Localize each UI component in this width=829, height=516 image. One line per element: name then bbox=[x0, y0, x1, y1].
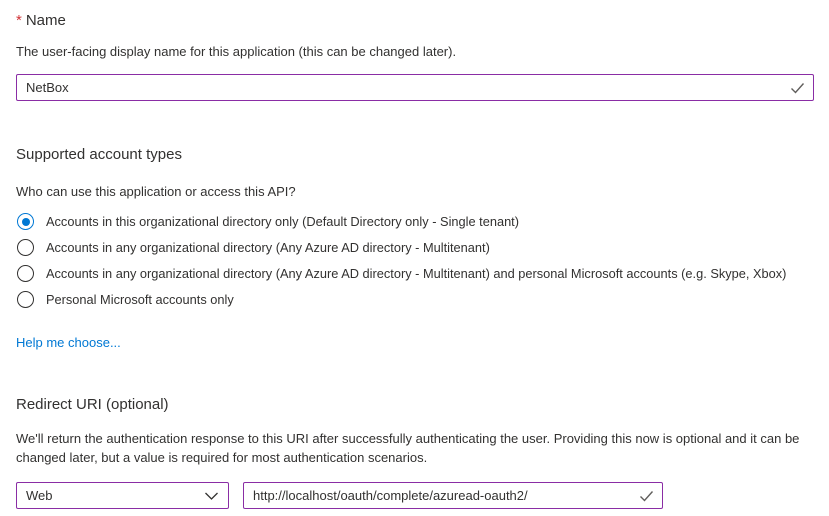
account-types-radio-group bbox=[16, 213, 814, 308]
name-input-container bbox=[16, 74, 814, 101]
radio-selected-icon[interactable] bbox=[17, 213, 34, 230]
radio-option-label: Accounts in this organizational directory only (Default Directory only - Single tenant) bbox=[46, 214, 519, 229]
valid-checkmark-icon bbox=[639, 490, 654, 502]
chevron-down-icon bbox=[204, 491, 219, 500]
radio-unselected-icon[interactable] bbox=[17, 265, 34, 282]
radio-option-label: Accounts in any organizational directory (Any Azure AD directory - Multitenant) bbox=[46, 240, 490, 255]
platform-dropdown-value: Web bbox=[26, 488, 53, 503]
valid-checkmark-icon bbox=[790, 82, 805, 94]
radio-option-multitenant[interactable] bbox=[16, 239, 814, 256]
radio-option-single-tenant[interactable] bbox=[16, 213, 814, 230]
radio-option-label: Accounts in any organizational directory (Any Azure AD directory - Multitenant) and personal Microsoft accounts (e.g. Skype, Xbox) bbox=[46, 266, 787, 281]
redirect-uri-title: Redirect URI (optional) bbox=[16, 396, 169, 413]
radio-unselected-icon[interactable] bbox=[17, 291, 34, 308]
account-types-title: Supported account types bbox=[16, 146, 182, 163]
redirect-uri-input[interactable] bbox=[244, 483, 662, 508]
redirect-uri-input-container bbox=[243, 482, 663, 509]
platform-dropdown[interactable] bbox=[16, 482, 229, 509]
name-title-text: Name bbox=[25, 12, 66, 29]
required-asterisk: * bbox=[16, 12, 22, 29]
redirect-uri-description: We'll return the authentication response to this URI after successfully authenticating the user. Providing this now is optional and it can be changed later, but a value is required for most authentication scenarios. bbox=[16, 431, 800, 465]
radio-option-multitenant-personal[interactable] bbox=[16, 265, 814, 282]
help-me-choose-link[interactable]: Help me choose... bbox=[16, 335, 121, 350]
name-section-title bbox=[16, 0, 814, 31]
name-description: The user-facing display name for this application (this can be changed later). bbox=[16, 44, 457, 59]
account-types-question: Who can use this application or access this API? bbox=[16, 184, 296, 199]
name-input[interactable] bbox=[17, 75, 813, 100]
radio-unselected-icon[interactable] bbox=[17, 239, 34, 256]
redirect-uri-row bbox=[16, 482, 814, 509]
radio-option-personal-only[interactable] bbox=[16, 291, 814, 308]
radio-option-label: Personal Microsoft accounts only bbox=[46, 292, 234, 307]
